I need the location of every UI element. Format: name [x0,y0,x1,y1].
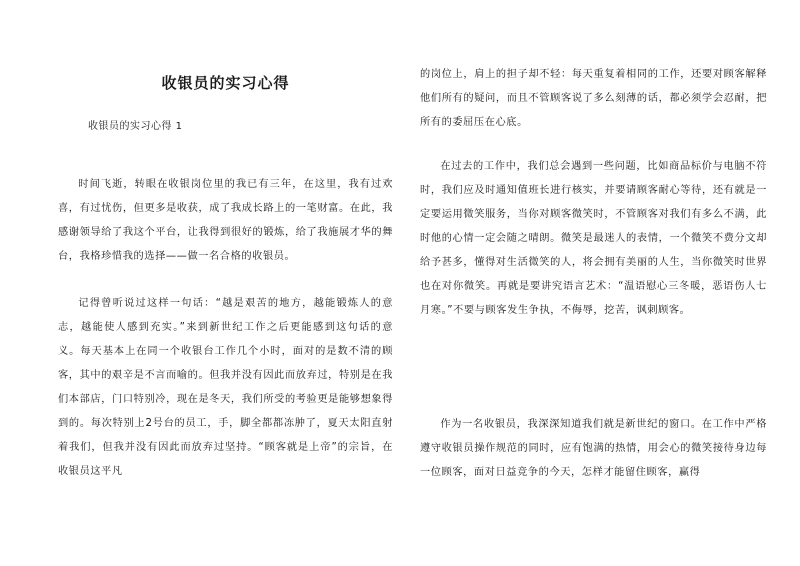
left-paragraph-2: 记得曾听说过这样一句话：“越是艰苦的地方，越能锻炼人的意志，越能使人感到充实。”来到新世纪工作之后更能感到这句话的意义。每天基本上在同一个收银台工作几个小时，面对的是数不清的顾客，其中的艰辛是不言而喻的。但我并没有因此而放弃过，特别是在我们本部店，门口特别冷，现在是冬天，我们所受的考验更是能够想象得到的。每次特别上2号台的员工，手，脚全都都冻肿了，夏天太阳直射着我们，但我并没有因此而放弃过坚持。“顾客就是上帝”的宗旨，在收银员这平凡 [58,298,393,477]
document-subtitle: 收银员的实习心得 1 [88,121,183,132]
right-paragraph-2: 在过去的工作中，我们总会遇到一些问题，比如商品标价与电脑不符时，我们应及时通知值班长进行核实，并要请顾客耐心等待，还有就是一定要运用微笑服务，当你对顾客微笑时，不管顾客对我们有多么不满，此时他的心情一定会随之晴朗。微笑是最迷人的表情，一个微笑不费分文却给予甚多，懂得对生活微笑的人，将会拥有美丽的人生，当你微笑时世界也在对你微笑。再就是要讲究语言艺术：“温语慰心三冬暖，恶语伤人七月寒。”不要与顾客发生争执，不侮辱，挖苦，讽刺顾客。 [420,161,767,316]
right-paragraph-3: 作为一名收银员，我深深知道我们就是新世纪的窗口。在工作中严格遵守收银员操作规范的同时，应有饱满的热情，用会心的微笑接待身边每一位顾客，面对日益竞争的今天，怎样才能留住顾客，赢得 [420,419,767,478]
left-paragraph-1: 时间飞逝，转眼在收银岗位里的我已有三年，在这里，我有过欢喜，有过忧伤，但更多是收获，成了我成长路上的一笔财富。在此，我感谢领导给了我这个平台，让我得到很好的锻炼，给了我施展才华的舞台，我格珍惜我的选择——做一名合格的收银员。 [58,179,393,262]
right-paragraph-1: 的岗位上，肩上的担子却不轻：每天重复着相同的工作，还要对顾客解释他们所有的疑问，而且不管顾客说了多么刻薄的话，都必须学会忍耐，把所有的委屈压在心底。 [420,69,767,128]
document-title: 收银员的实习心得 [161,74,290,92]
